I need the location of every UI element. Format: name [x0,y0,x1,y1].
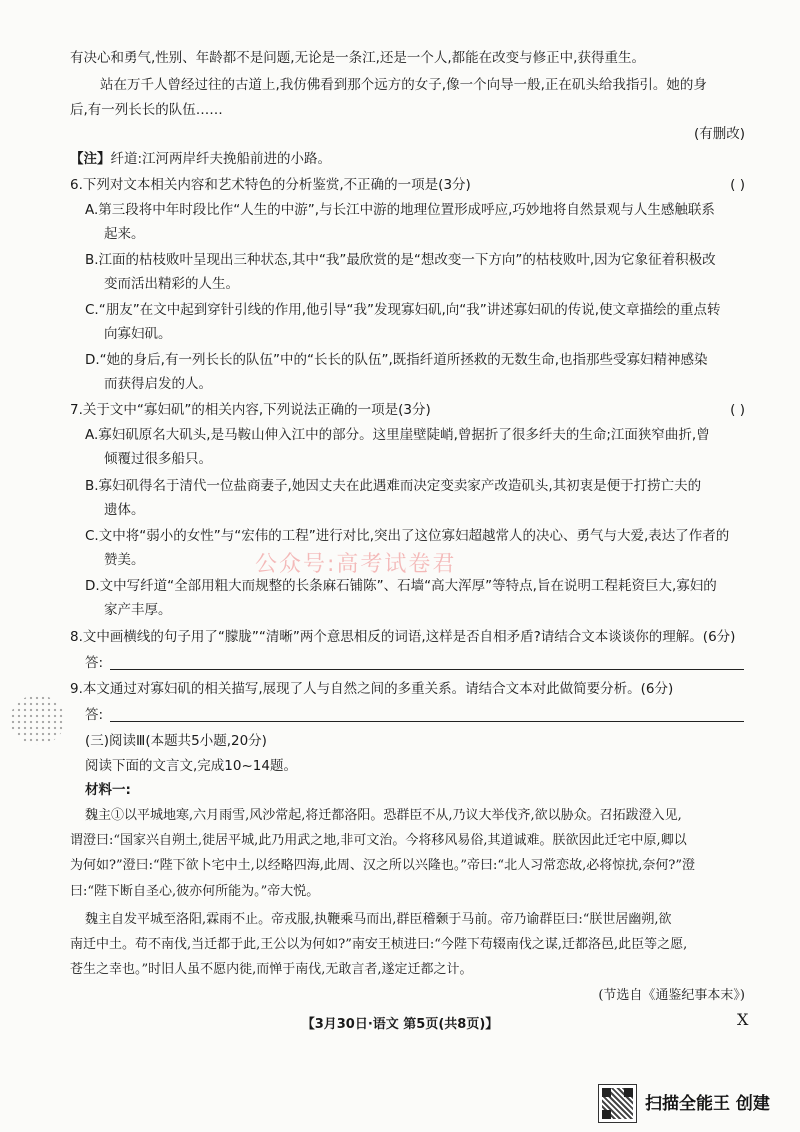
note-text: 纤道:江河两岸纤夫挽船前进的小路。 [110,151,332,167]
q9-stem: 9.本文通过对寡妇矶的相关描写,展现了人与自然之间的多重关系。请结合文本对此做简要分析。(6分) [70,681,674,697]
classical-text-line-1: 魏主①以平城地寒,六月雨雪,风沙常起,将迁都洛阳。恐群臣不从,乃议大举伐齐,欲以胁众。召拓跋澄入见, [85,808,682,823]
classical-text-source: (节选自《通鉴纪事本末》) [598,988,745,1003]
q8-answer-label: 答: [85,655,104,671]
passage-paragraph-2b: 后,有一列长长的队伍…… [70,102,223,118]
section3-heading: (三)阅读Ⅲ(本题共5小题,20分) [85,733,267,749]
q7-option-b: B.寡妇矶得名于清代一位盐商妻子,她因丈夫在此遇难而决定变卖家产改造矶头,其初衷是便于打捞亡夫的 [85,478,702,494]
q7-option-c-cont: 赞美。 [104,552,145,568]
page-footer: 【3月30日·语文 第5页(共8页)】 [301,1017,499,1032]
q6-option-b: B.江面的枯枝败叶呈现出三种状态,其中“我”最欣赏的是“想改变一下方向”的枯枝败叶,因为它象征着积极改 [85,252,716,268]
scanner-watermark: 扫描全能王 创建 [645,1094,770,1114]
q7-option-a-cont: 倾覆过很多船只。 [104,451,212,467]
q6-option-a-cont: 起来。 [104,226,145,242]
q7-stem: 7.关于文中“寡妇矶”的相关内容,下列说法正确的一项是(3分) [70,402,431,418]
q6-option-a: A.第三段将中年时段比作“人生的中游”,与长江中游的地理位置形成呼应,巧妙地将自然景观与人生感触联系 [85,202,715,218]
q6-option-b-cont: 变而活出精彩的人生。 [104,276,239,292]
q9-answer-line[interactable] [110,721,744,722]
q8-stem: 8.文中画横线的句子用了“朦胧”“清晰”两个意思相反的词语,这样是否自相矛盾?请结合文本谈谈你的理解。(6分) [70,629,736,645]
q8-answer-line[interactable] [110,669,744,670]
classical-text-line-4: 曰:“陛下断自圣心,彼亦何所能为。”帝大悦。 [70,884,320,899]
q7-option-d-cont: 家产丰厚。 [104,602,172,618]
footer-mark: X [737,1010,749,1029]
q7-option-c: C.文中将“弱小的女性”与“宏伟的工程”进行对比,突出了这位寡妇超越常人的决心、勇气与大爱,表达了作者的 [85,528,730,544]
q9-answer-label: 答: [85,707,104,723]
classical-text-line-3: 为何如?”澄曰:“陛下欲卜宅中土,以经略四海,此周、汉之所以兴隆也。”帝曰:“北人习常恋故,必将惊扰,奈何?”澄 [70,858,695,873]
scan-dot-pattern [10,695,65,745]
q6-stem: 6.下列对文本相关内容和艺术特色的分析鉴赏,不正确的一项是(3分) [70,177,471,193]
classical-text-line-5: 魏主自发平城至洛阳,霖雨不止。帝戎服,执鞭乘马而出,群臣稽颡于马前。帝乃谕群臣曰:“朕世居幽朔,欲 [85,912,672,927]
passage-paragraph-1: 有决心和勇气,性别、年龄都不是问题,无论是一条江,还是一个人,都能在改变与修正中,获得重生。 [70,50,645,66]
classical-text-line-7: 苍生之幸也。”时旧人虽不愿内徙,而惮于南伐,无敢言者,遂定迁都之计。 [70,962,473,977]
classical-text-line-2: 谓澄曰:“国家兴自朔土,徙居平城,此乃用武之地,非可文治。今将移风易俗,其道诚难。朕欲因此迁宅中原,卿以 [70,833,687,848]
q7-answer-paren[interactable]: ( ) [730,402,745,418]
q7-option-b-cont: 遗体。 [104,502,145,518]
material-1-label: 材料一: [85,782,131,798]
passage-source: (有删改) [693,126,745,142]
passage-paragraph-2a: 站在万千人曾经过往的古道上,我仿佛看到那个远方的女子,像一个向导一般,正在矶头给我指引。她的身 [100,77,707,93]
q6-option-c-cont: 向寡妇矶。 [104,326,172,342]
q7-option-d: D.文中写纤道“全部用粗大而规整的长条麻石铺陈”、石墙“高大浑厚”等特点,旨在说明工程耗资巨大,寡妇的 [85,578,717,594]
qr-code-icon [598,1084,637,1123]
q6-answer-paren[interactable]: ( ) [730,177,745,193]
q6-option-d-cont: 而获得启发的人。 [104,376,212,392]
q6-option-d: D.“她的身后,有一列长长的队伍”中的“长长的队伍”,既指纤道所拯救的无数生命,也指那些受寡妇精神感染 [85,352,708,368]
note-tag: 【注】 [70,151,111,167]
section3-instruction: 阅读下面的文言文,完成10~14题。 [85,758,297,774]
note-line [70,149,331,169]
classical-text-line-6: 南迁中土。苟不南伐,当迁都于此,王公以为何如?”南安王桢进曰:“今陛下苟辍南伐之谋,迁都洛邑,此臣等之愿, [70,937,688,952]
watermark-text: 公众号:高考试卷君 [255,552,457,577]
q7-option-a: A.寡妇矶原名大矶头,是马鞍山伸入江中的部分。这里崖壁陡峭,曾据折了很多纤夫的生命;江面狭窄曲折,曾 [85,427,710,443]
q6-option-c: C.“朋友”在文中起到穿针引线的作用,他引导“我”发现寡妇矶,向“我”讲述寡妇矶的传说,使文章描绘的重点转 [85,302,721,318]
